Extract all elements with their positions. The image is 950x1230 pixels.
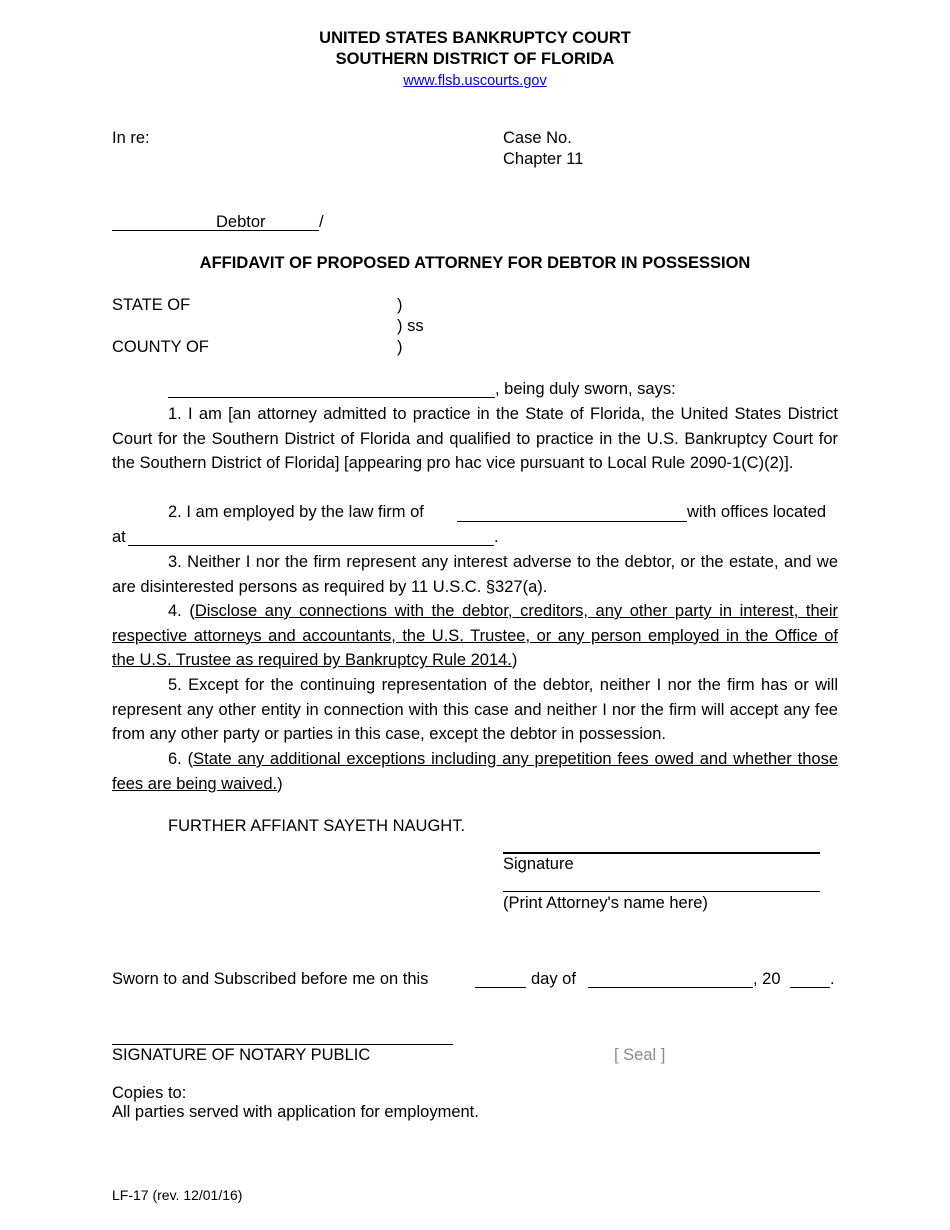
law-firm-line[interactable]: [457, 521, 687, 522]
debtor-label: Debtor: [216, 213, 266, 231]
county-of-label: COUNTY OF: [112, 338, 209, 356]
notary-period: .: [830, 970, 835, 988]
notary-signature-line[interactable]: [112, 1044, 453, 1045]
paragraph-1-text: 1. I am [an attorney admitted to practice in the State of Florida, the United States District Court for the Southern District of Florida and qualified to practice in the U.S. Bankruptcy Court for the Southern District of Florida] [appearing pro hac vice pursuant to Local Rule 2090-1(C)(2)].: [112, 405, 838, 473]
court-website: [0, 71, 950, 90]
notary-day-line[interactable]: [475, 987, 526, 988]
caption-slash: /: [319, 213, 324, 231]
paragraph-2-period: .: [494, 528, 499, 546]
sworn-text: , being duly sworn, says:: [495, 380, 676, 398]
day-of-text: day of: [531, 970, 576, 988]
venue-paren-ss: ) ss: [397, 317, 424, 335]
paragraph-4-instruction: Disclose any connections with the debtor, creditors, any other party in interest, their respective attorneys and accountants, the U.S. Trustee, or any person employed in the Office of the U.S. Trustee as required by Bankruptcy Rule 2014.: [112, 602, 838, 670]
print-name-label: (Print Attorney's name here): [503, 894, 708, 912]
paragraph-2-at: at: [112, 528, 126, 546]
paragraph-6: [112, 747, 838, 796]
chapter-label: Chapter 11: [503, 150, 584, 168]
form-id: LF-17 (rev. 12/01/16): [112, 1187, 243, 1203]
notary-year-line[interactable]: [790, 987, 830, 988]
district-name: SOUTHERN DISTRICT OF FLORIDA: [335, 50, 615, 68]
copies-text: All parties served with application for employment.: [112, 1103, 479, 1121]
paragraph-5: [112, 673, 838, 747]
venue-paren-bottom: ): [397, 338, 403, 356]
paragraph-6-close: ): [277, 774, 283, 793]
paragraph-4-close: ): [511, 651, 518, 670]
seal-placeholder: [ Seal ]: [614, 1046, 666, 1064]
document-title: AFFIDAVIT OF PROPOSED ATTORNEY FOR DEBTOR IN POSSESSION: [199, 254, 751, 272]
print-name-line[interactable]: [503, 891, 820, 892]
case-no-label: Case No.: [503, 129, 572, 147]
copies-label: Copies to:: [112, 1084, 187, 1102]
paragraph-4-number: 4. (: [168, 602, 195, 620]
paragraph-1: [112, 402, 838, 476]
paragraph-6-number: 6. (: [168, 750, 194, 768]
website-link[interactable]: www.flsb.uscourts.gov: [403, 73, 547, 89]
signature-line[interactable]: [503, 852, 820, 854]
office-address-line[interactable]: [128, 545, 494, 546]
further-affiant-text: FURTHER AFFIANT SAYETH NAUGHT.: [168, 817, 466, 835]
notary-sworn-text: Sworn to and Subscribed before me on this: [112, 970, 429, 988]
year-prefix-text: , 20: [753, 970, 781, 988]
state-of-label: STATE OF: [112, 296, 191, 314]
court-name: UNITED STATES BANKRUPTCY COURT: [319, 29, 631, 47]
paragraph-6-instruction: State any additional exceptions including any prepetition fees owed and whether those fees are being waived.: [112, 750, 839, 793]
paragraph-5-text: 5. Except for the continuing representation of the debtor, neither I nor the firm has or will represent any other entity in connection with this case and neither I nor the firm will accept any fee from any other party or parties in this case, except the debtor in possession.: [112, 676, 838, 744]
notary-signature-label: SIGNATURE OF NOTARY PUBLIC: [112, 1046, 371, 1064]
paragraph-3-text: 3. Neither I nor the firm represent any interest adverse to the debtor, or the estate, and we are disinterested persons as required by 11 U.S.C. §327(a).: [112, 553, 838, 596]
paragraph-2-offices: with offices located: [687, 503, 827, 521]
in-re-label: In re:: [112, 129, 150, 147]
paragraph-3: [112, 550, 838, 599]
signature-label: Signature: [503, 855, 574, 873]
notary-month-line[interactable]: [588, 987, 753, 988]
paragraph-2-lead: 2. I am employed by the law firm of: [168, 503, 424, 521]
venue-paren-top: ): [397, 296, 403, 314]
paragraph-4: [112, 599, 838, 673]
affiant-name-line[interactable]: [168, 397, 495, 398]
